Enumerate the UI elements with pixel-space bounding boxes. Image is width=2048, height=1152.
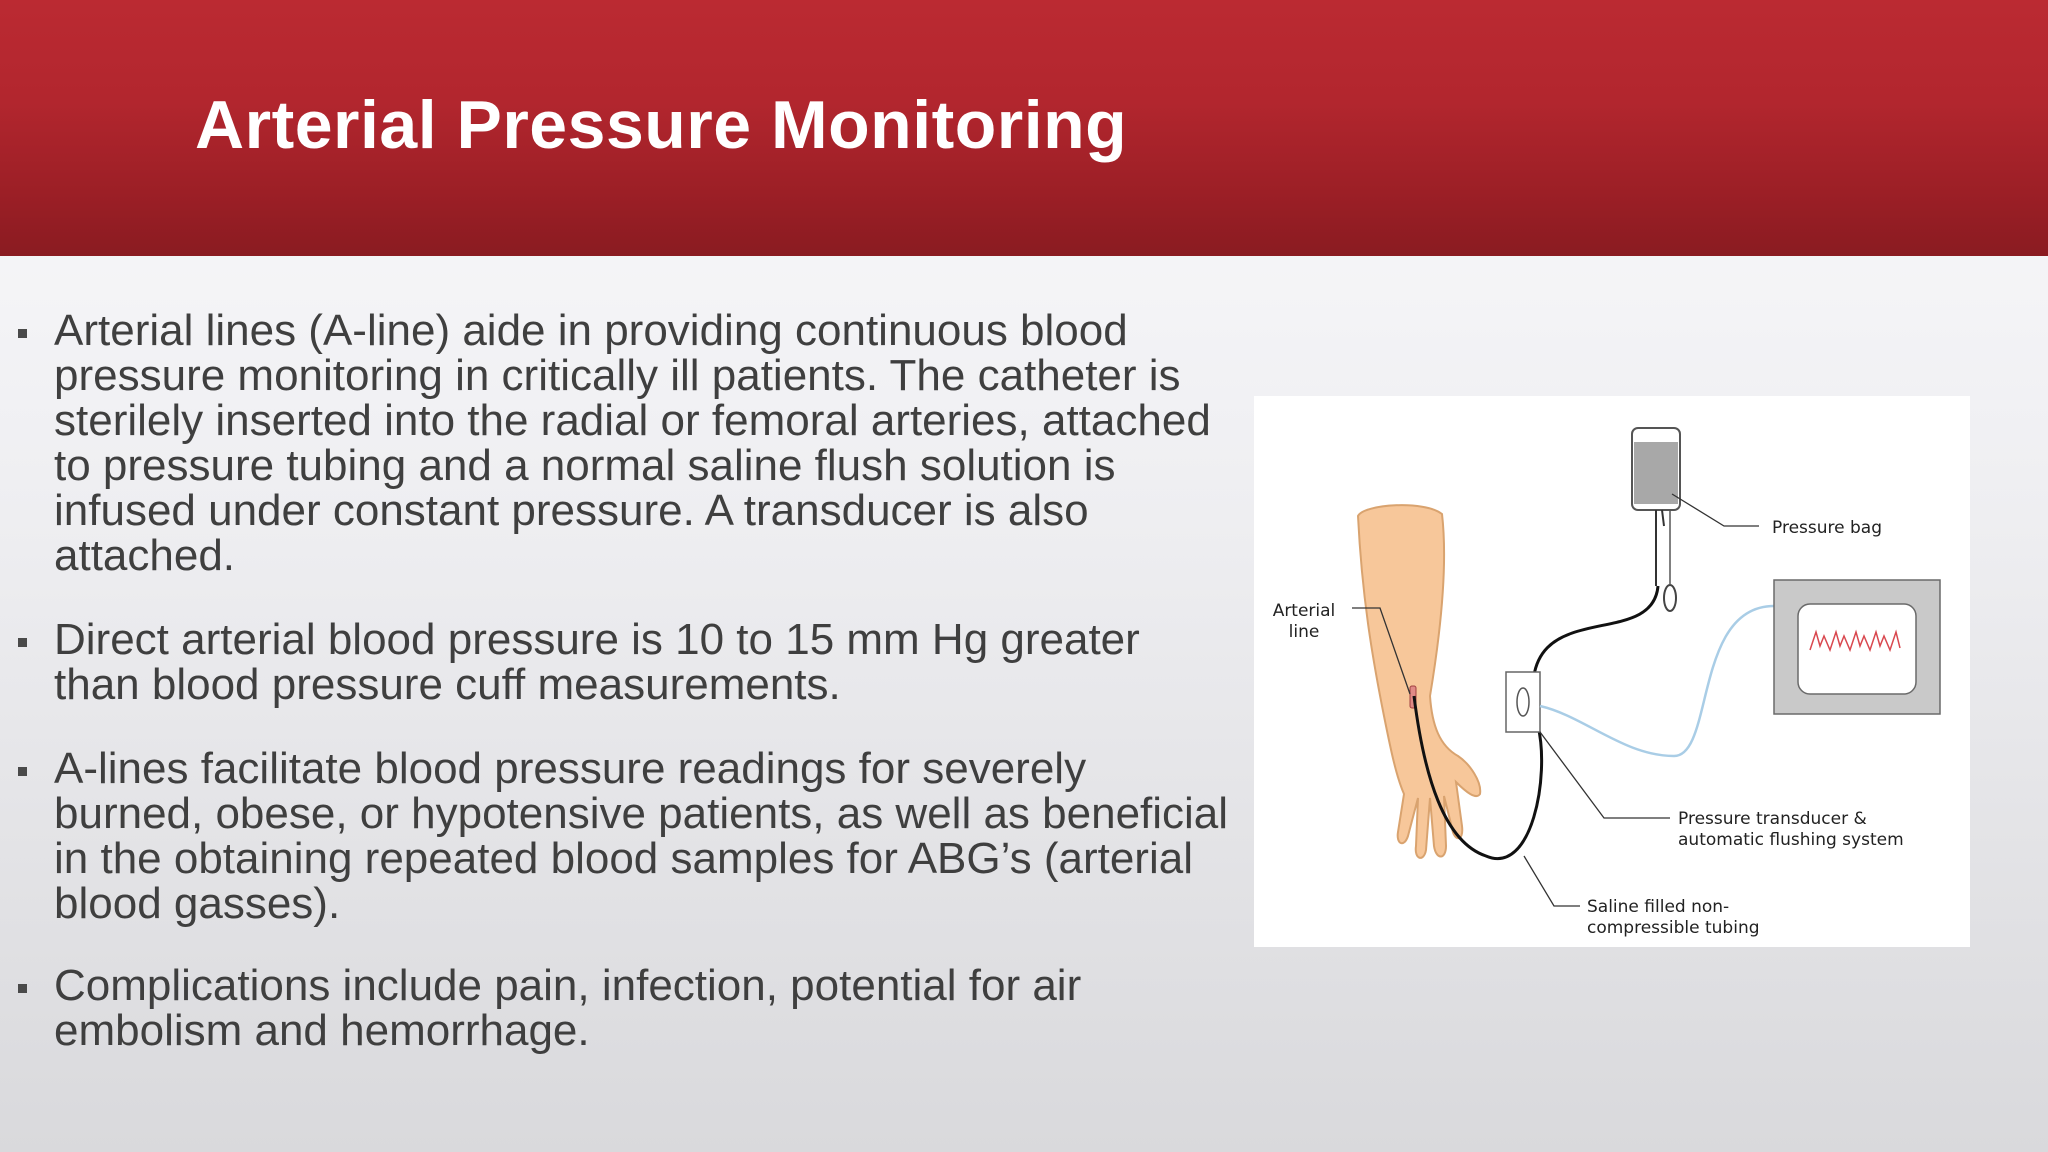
slide-title: Arterial Pressure Monitoring bbox=[195, 87, 1128, 163]
transducer-icon bbox=[1506, 672, 1540, 732]
bullet-text: Direct arterial blood pressure is 10 to 15 mm Hg greater than blood pressure cuff measurements. bbox=[54, 615, 1140, 709]
arterial-line-label-line1: Arterial bbox=[1272, 601, 1336, 621]
monitor-icon bbox=[1774, 580, 1940, 714]
diagram-illustration bbox=[1254, 396, 1970, 947]
bullet-square-icon bbox=[18, 984, 27, 993]
pressure-bag-icon bbox=[1632, 428, 1680, 611]
tubing-label-line2: compressible tubing bbox=[1587, 918, 1760, 938]
transducer-label bbox=[1678, 809, 1904, 851]
bullet-square-icon bbox=[18, 767, 27, 776]
arm-illustration bbox=[1358, 505, 1480, 858]
transducer-label-line2: automatic flushing system bbox=[1678, 830, 1904, 850]
arterial-line-label bbox=[1268, 601, 1340, 643]
bullet-text: Arterial lines (A-line) aide in providing continuous blood pressure monitoring in critically ill patients. The catheter is sterilely inserted into the radial or femoral arteries, attached to pressure tubing and a normal saline flush solution is infused under constant pressure. A transducer is also attached. bbox=[54, 306, 1211, 580]
tubing-label-line1: Saline filled non- bbox=[1587, 897, 1730, 917]
bullet-square-icon bbox=[18, 638, 27, 647]
pressure-bag-label: Pressure bag bbox=[1772, 518, 1882, 538]
arterial-line-diagram bbox=[1254, 396, 1970, 947]
bullet-text: A-lines facilitate blood pressure readings for severely burned, obese, or hypotensive patients, as well as beneficial in the obtaining repeated blood samples for ABG’s (arterial blood gasses). bbox=[54, 744, 1229, 928]
bullet-text: Complications include pain, infection, potential for air embolism and hemorrhage. bbox=[54, 961, 1082, 1055]
transducer-label-line1: Pressure transducer & bbox=[1678, 809, 1867, 829]
arterial-line-label-line2: line bbox=[1288, 622, 1320, 642]
title-bar bbox=[0, 0, 2048, 256]
bullet-square-icon bbox=[18, 329, 27, 338]
tubing-label bbox=[1587, 897, 1760, 939]
